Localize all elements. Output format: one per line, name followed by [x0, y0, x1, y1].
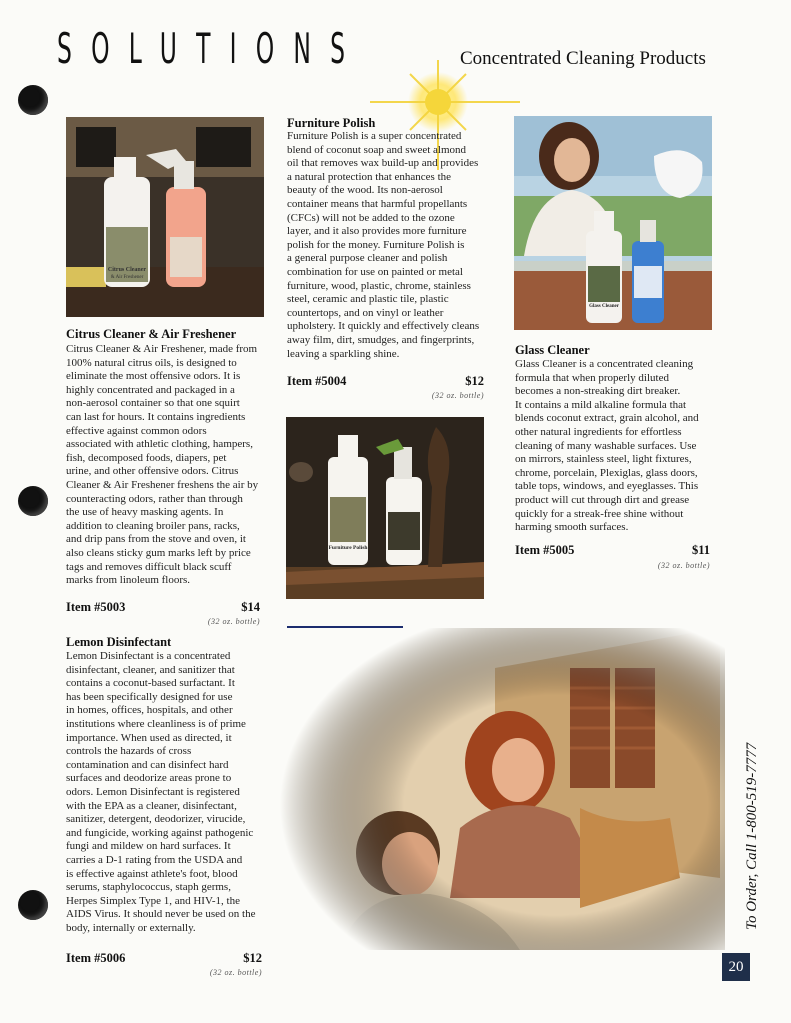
product-description-citrus: Citrus Cleaner & Air Freshener, made from 100% natural citrus oils, is designed to eliminate the most offensive odors. It is highly concentrated and packaged in a non-aerosol container so that one squirt can last for hours. It contains ingredients effective against common odors associated with athletic clothing, hampers, fish, decomposed foods, diapers, pet urine, and other offensive odors. Citrus Cleaner & Air Freshener freshens the air by counteracting odors, rather than through the use of heavy masking agents. In addition to cleaning broiler pans, racks, and drip pans from the stove and oven, it also cleans sticky gum marks left by price tags and removes difficult black scuff marks from linoleum floors. — [66, 343, 259, 587]
citrus-products-photo — [66, 117, 264, 317]
bottle-label-citrus-sub: & Air Freshener — [110, 275, 144, 280]
product-title-glass: Glass Cleaner — [515, 343, 590, 357]
price-furniture: $12 — [465, 374, 484, 388]
glass-cleaner-photo — [514, 116, 712, 330]
product-title-lemon: Lemon Disinfectant — [66, 635, 172, 649]
binder-hole — [18, 890, 48, 920]
bottle-size-furniture: (32 oz. bottle) — [431, 391, 484, 400]
page-title: SOLUTIONS — [57, 24, 365, 73]
bottle-size-lemon: (32 oz. bottle) — [209, 968, 262, 977]
couple-cleaning-photo — [280, 628, 725, 950]
bottle-size-glass: (32 oz. bottle) — [657, 561, 710, 570]
item-number-citrus: Item #5003 — [66, 600, 126, 614]
furniture-polish-photo — [286, 417, 484, 599]
product-title-furniture: Furniture Polish — [287, 116, 376, 130]
binder-hole — [18, 486, 48, 516]
item-number-lemon: Item #5006 — [66, 951, 126, 965]
item-number-furniture: Item #5004 — [287, 374, 347, 388]
page-subtitle: Concentrated Cleaning Products — [460, 48, 706, 69]
product-description-lemon: Lemon Disinfectant is a concentrated disinfectant, cleaner, and sanitizer that contains a coconut-based surfactant. It has been specifically designed for use in homes, offices, hospitals, and other institutions where cleanliness is of prime importance. When used as directed, it controls the hazards of cross contamination and can disinfect hard surfaces and deodorize areas prone to odors. Lemon Disinfectant is registered with the EPA as a cleaner, disinfectant, sanitizer, detergent, deodorizer, virucide, and fungicide, working against pathogenic fungi and mildew on hard surfaces. It carries a D-1 rating from the USDA and is effective against athlete's foot, blood serums, staphylococcus, staph germs, Herpes Simplex Type 1, and HIV-1, the AIDS Virus. It should never be used on the body, internally or externally. — [66, 650, 256, 934]
bottle-size-citrus: (32 oz. bottle) — [207, 617, 260, 626]
page-number: 20 — [722, 953, 750, 981]
binder-hole — [18, 85, 48, 115]
bottle-label-glass: Glass Cleaner — [589, 304, 619, 309]
item-number-glass: Item #5005 — [515, 543, 575, 557]
price-citrus: $14 — [241, 600, 260, 614]
price-glass: $11 — [691, 543, 710, 557]
bottle-label-furniture: Furniture Polish — [328, 545, 368, 551]
price-lemon: $12 — [243, 951, 262, 965]
product-title-citrus: Citrus Cleaner & Air Freshener — [66, 327, 237, 341]
bottle-label-citrus: Citrus Cleaner — [107, 267, 147, 273]
product-description-furniture: Furniture Polish is a super concentrated blend of coconut soap and sweet almond oil that removes wax build-up and provides a natural protection that enhances the beauty of the wood. Its non-aerosol container means that harmful propellants (CFCs) will not be added to the ozone layer, and it also provides more furniture polish for the money. Furniture Polish is a general purpose cleaner and polish combination for use on painted or metal furniture, wood, plastic, chrome, stainless steel, ceramic and plastic tile, plastic countertops, and on vinyl or leather upholstery. It quickly and effectively cleans away film, dirt, smudges, and fingerprints, leaving a sparkling shine. — [287, 130, 480, 360]
order-phone-line: To Order, Call 1-800-519-7777 — [744, 742, 760, 930]
product-description-glass: Glass Cleaner is a concentrated cleaning formula that when properly diluted becomes a non-streaking dirt breaker. It contains a mild alkaline formula that blends coconut extract, grain alcohol, and other natural ingredients for effortless cleaning of many washable surfaces. Use on mirrors, stainless steel, light fixtures, chrome, porcelain, Plexiglas, glass doors, table tops, windows, and eyeglasses. This product will cut through dirt and grease quickly for a streak-free shine without harming smooth surfaces. — [515, 358, 699, 534]
